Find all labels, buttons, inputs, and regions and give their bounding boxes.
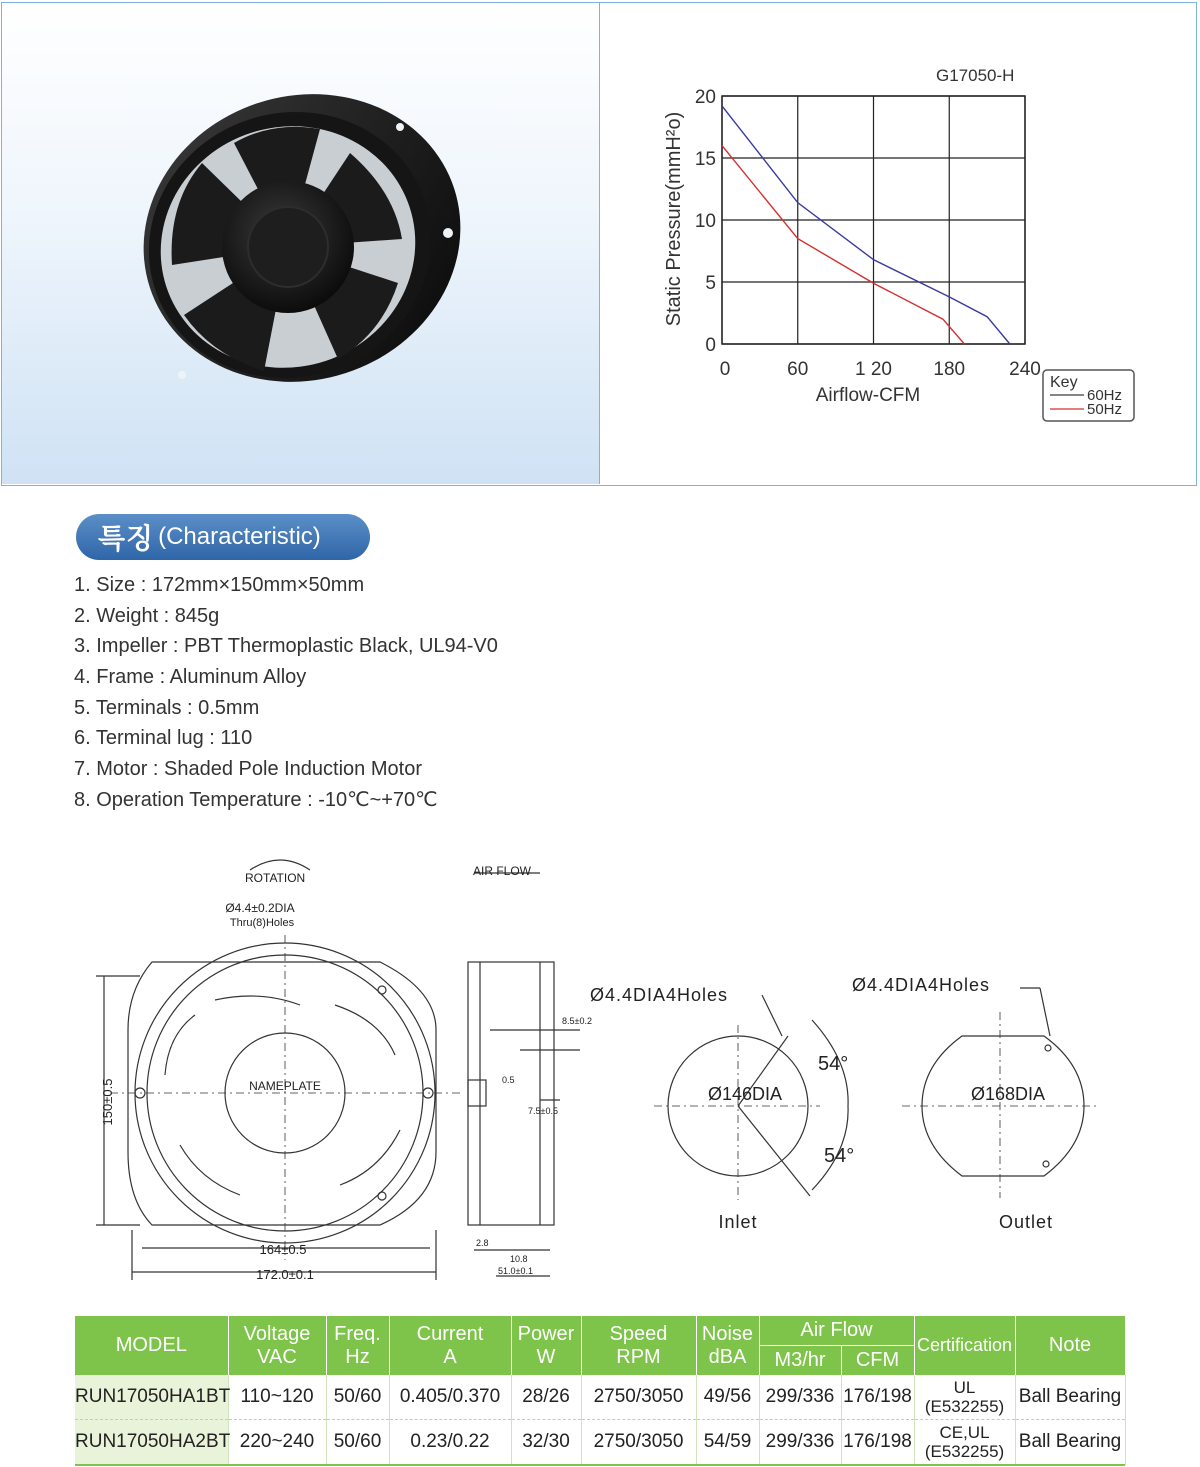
cell-freq: 50/60 — [326, 1375, 389, 1420]
cell-note: Ball Bearing — [1015, 1375, 1125, 1420]
chart-title: G17050-H — [936, 66, 1015, 85]
x-tick-label: 240 — [1009, 359, 1041, 380]
series-line-60hz — [722, 106, 1010, 344]
x-tick-label: 60 — [787, 359, 809, 380]
col-header-power: Power W — [511, 1316, 581, 1375]
col-header-note: Note — [1015, 1316, 1125, 1375]
drawing-outlet-label: Outlet — [998, 1212, 1054, 1232]
drawing-nameplate: NAMEPLATE — [249, 1079, 321, 1093]
col-header-freq: Freq. Hz — [326, 1316, 389, 1375]
spec-item-impeller: 3. Impeller : PBT Thermoplastic Black, UL94-V0 — [74, 635, 498, 658]
spec-item-terminal-lug: 6. Terminal lug : 110 — [74, 727, 253, 750]
cell-noise: 54/59 — [696, 1420, 759, 1465]
drawing-side-dim-mid: 0.5 — [502, 1075, 515, 1085]
y-tick-label: 5 — [705, 273, 716, 294]
chart-xlabel: Airflow-CFM — [815, 385, 921, 406]
drawing-side-dim-b2: 10.8 — [510, 1254, 528, 1264]
drawing-side-dim-top: 8.5±0.2 — [562, 1016, 592, 1026]
drawing-airflow-label: AIR FLOW — [473, 864, 532, 878]
y-tick-label: 15 — [694, 149, 716, 170]
legend-label-60hz: 60Hz — [1087, 387, 1123, 404]
drawing-hole-count: Thru(8)Holes — [229, 917, 295, 929]
col-header-cert: Certification — [914, 1316, 1015, 1375]
cell-power: 32/30 — [511, 1420, 581, 1465]
cell-current: 0.23/0.22 — [389, 1420, 511, 1465]
col-header-current: Current A — [389, 1316, 511, 1375]
drawing-outlet-holes: Ø4.4DIA4Holes — [852, 975, 991, 995]
col-header-cfm: CFM — [841, 1346, 914, 1376]
chart-grid — [722, 96, 1025, 344]
cell-current: 0.405/0.370 — [389, 1375, 511, 1420]
cell-m3hr: 299/336 — [759, 1375, 841, 1420]
drawing-inlet-dia: Ø146DIA — [707, 1084, 783, 1104]
cell-speed: 2750/3050 — [581, 1420, 696, 1465]
chart-series — [722, 106, 1010, 344]
drawing-outlet-dia: Ø168DIA — [970, 1084, 1046, 1104]
drawing-height-dim: 150±0.5 — [100, 1078, 115, 1126]
x-tick-label: 0 — [719, 359, 731, 380]
chart-ticks — [695, 87, 1041, 380]
table-bottom-rule — [75, 1464, 1125, 1466]
y-tick-label: 0 — [705, 335, 716, 356]
legend-title: Key — [1050, 374, 1078, 391]
drawing-width-outer: 172.0±0.1 — [256, 1267, 314, 1282]
col-header-model: MODEL — [75, 1316, 228, 1375]
col-header-airflow: Air Flow — [759, 1316, 914, 1346]
cell-voltage: 110~120 — [228, 1375, 326, 1420]
spec-item-size: 1. Size : 172mm×150mm×50mm — [74, 574, 365, 596]
chart-legend — [1043, 370, 1134, 421]
y-tick-label: 20 — [694, 87, 716, 108]
cell-noise: 49/56 — [696, 1375, 759, 1420]
cell-power: 28/26 — [511, 1375, 581, 1420]
drawing-inlet-holes: Ø4.4DIA4Holes — [590, 985, 729, 1005]
y-tick-label: 10 — [694, 211, 716, 232]
cell-freq: 50/60 — [326, 1420, 389, 1465]
characteristic-title-ko: 특징 — [98, 522, 155, 555]
cell-speed: 2750/3050 — [581, 1375, 696, 1420]
drawing-angle-top: 54° — [818, 1053, 849, 1075]
performance-chart — [600, 3, 1197, 483]
drawing-hole-spec: Ø4.4±0.2DIA — [225, 901, 295, 915]
cell-cfm: 176/198 — [841, 1420, 914, 1465]
side-view — [468, 873, 580, 1276]
col-header-m3hr: M3/hr — [759, 1346, 841, 1376]
cell-cert: UL (E532255) — [914, 1375, 1015, 1420]
cell-note: Ball Bearing — [1015, 1420, 1125, 1465]
cell-m3hr: 299/336 — [759, 1420, 841, 1465]
x-tick-label: 1 20 — [855, 359, 892, 380]
characteristic-list — [74, 570, 498, 816]
drawing-side-dim-right: 7.5±0.5 — [528, 1106, 558, 1116]
col-header-voltage: Voltage VAC — [228, 1316, 326, 1375]
cell-voltage: 220~240 — [228, 1420, 326, 1465]
characteristic-title-en: (Characteristic) — [158, 523, 321, 550]
cell-cert: CE,UL (E532255) — [914, 1420, 1015, 1465]
drawing-rotation-label: ROTATION — [245, 871, 306, 885]
cell-model: RUN17050HA1BT — [75, 1375, 228, 1420]
product-photo-panel — [2, 3, 599, 484]
drawing-side-dim-b3: 51.0±0.1 — [498, 1266, 533, 1276]
spec-item-terminals: 5. Terminals : 0.5mm — [74, 696, 260, 719]
series-line-50hz — [722, 146, 964, 344]
characteristic-heading — [76, 514, 370, 560]
col-header-speed: Speed RPM — [581, 1316, 696, 1375]
spec-table — [75, 1316, 1126, 1465]
spec-item-temperature: 8. Operation Temperature : -10℃~+70℃ — [74, 788, 438, 811]
drawing-inlet-label: Inlet — [718, 1212, 758, 1232]
drawing-side-dim-b1: 2.8 — [476, 1238, 489, 1248]
cell-cfm: 176/198 — [841, 1375, 914, 1420]
chart-ylabel: Static Pressure(mmH²o) — [663, 111, 685, 327]
spec-item-weight: 2. Weight : 845g — [74, 604, 220, 627]
table-row — [75, 1420, 1125, 1465]
col-header-noise: Noise dBA — [696, 1316, 759, 1375]
technical-drawing — [0, 840, 1200, 1290]
legend-label-50hz: 50Hz — [1087, 401, 1123, 418]
spec-item-motor: 7. Motor : Shaded Pole Induction Motor — [74, 758, 422, 781]
x-tick-label: 180 — [933, 359, 966, 380]
cell-model: RUN17050HA2BT — [75, 1420, 228, 1465]
spec-item-frame: 4. Frame : Aluminum Alloy — [74, 666, 307, 689]
drawing-angle-bottom: 54° — [824, 1145, 855, 1167]
fan-photo — [2, 3, 599, 484]
table-row — [75, 1375, 1125, 1420]
drawing-width-inner: 164±0.5 — [259, 1242, 307, 1257]
